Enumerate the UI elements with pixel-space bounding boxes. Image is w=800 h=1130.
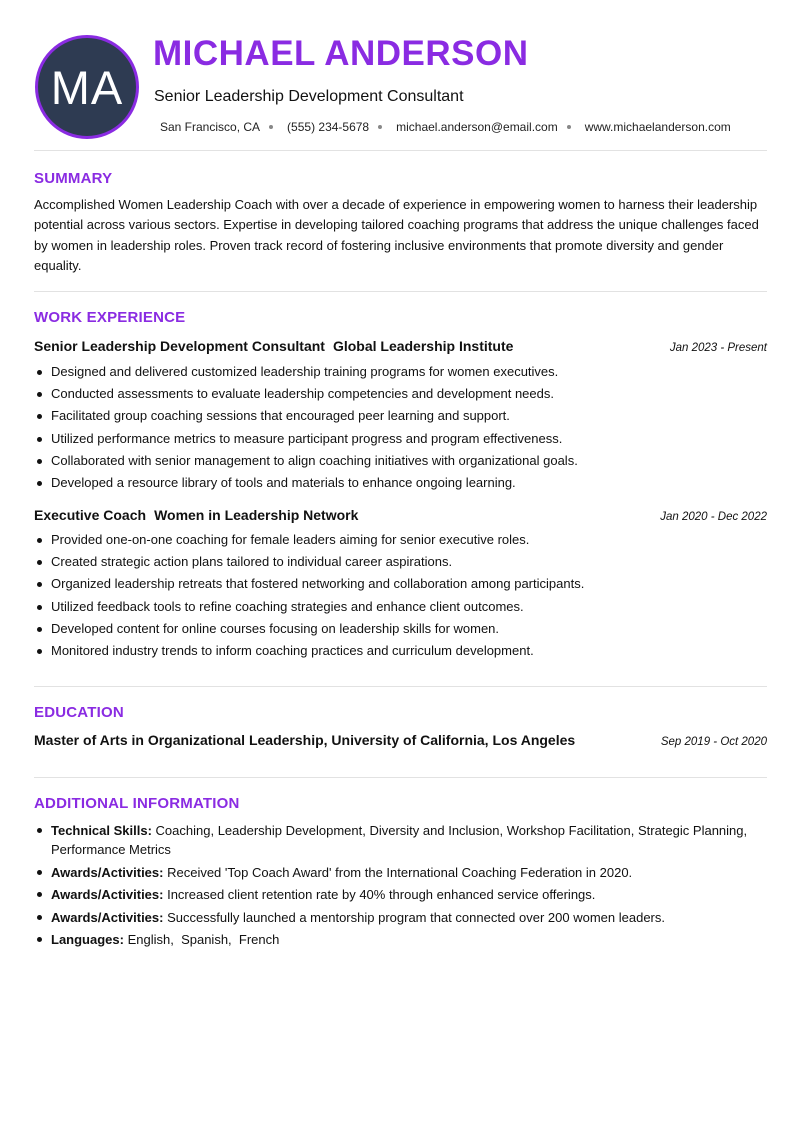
candidate-role: Senior Leadership Development Consultant [154,88,464,105]
candidate-name: MICHAEL ANDERSON [153,34,529,73]
list-item [34,863,767,882]
education-entry [34,732,767,748]
item-text: English, Spanish, French [127,932,280,947]
list-item: Facilitated group coaching sessions that encouraged peer learning and support. [34,405,767,427]
item-label: Awards/Activities: [51,887,164,902]
list-item: Provided one-on-one coaching for female leaders aiming for senior executive roles. [34,529,767,551]
list-item: Utilized feedback tools to refine coaching strategies and enhance client outcomes. [34,596,767,618]
list-item: Developed content for online courses focusing on leadership skills for women. [34,618,767,640]
list-item [34,821,767,859]
summary-text: Accomplished Women Leadership Coach with over a decade of experience in empowering women to harness their leadership potential across various sectors. Expertise in developing tailored coaching programs that address the unique challenges faced by women in leadership roles. Proven track record of fostering inclusive environments that promote diversity and gender equality. [34,197,759,273]
education-dates: Sep 2019 - Oct 2020 [660,736,767,748]
job-company: Global Leadership Institute [332,338,514,354]
education-degree: Master of Arts in Organizational Leadership, University of California, Los Angeles [34,732,576,748]
job-position: Executive Coach [34,507,147,523]
job-title [34,338,513,354]
contact-email[interactable]: michael.anderson@email.com [396,120,558,134]
contact-bar [160,120,731,134]
job-position: Senior Leadership Development Consultant [34,338,325,354]
job-dates: Jan 2020 - Dec 2022 [660,511,767,523]
list-item: Developed a resource library of tools and materials to enhance ongoing learning. [34,472,767,494]
job-header [34,507,767,523]
divider [34,291,767,292]
additional-list [34,821,767,953]
item-text: Increased client retention rate by 40% through enhanced service offerings. [167,887,596,902]
list-item: Designed and delivered customized leadership training programs for women executives. [34,361,767,383]
avatar-initials: MA [50,60,124,114]
job-dates: Jan 2023 - Present [669,342,767,354]
contact-phone: (555) 234-5678 [287,120,370,134]
list-item [34,908,767,927]
list-item: Monitored industry trends to inform coaching practices and curriculum development. [34,640,767,662]
divider [34,150,767,151]
item-text: Received 'Top Coach Award' from the International Coaching Federation in 2020. [167,864,633,880]
job-title [34,507,358,523]
list-item: Organized leadership retreats that fostered networking and collaboration among participants. [34,573,767,595]
education-heading: EDUCATION [34,704,124,721]
contact-location: San Francisco, CA [160,120,261,134]
job-bullets [34,361,767,494]
item-label: Languages: [51,932,124,947]
list-item [34,930,767,949]
job-header [34,338,767,354]
item-text: Successfully launched a mentorship program that connected over 200 women leaders. [167,909,665,925]
job-bullets [34,529,767,662]
separator-dot [269,125,273,129]
avatar [35,35,139,139]
list-item: Created strategic action plans tailored to individual career aspirations. [34,551,767,573]
list-item [34,885,767,904]
additional-heading: ADDITIONAL INFORMATION [34,795,240,812]
summary-heading: SUMMARY [34,170,113,187]
divider [34,777,767,778]
item-label: Awards/Activities: [51,864,164,880]
list-item: Collaborated with senior management to align coaching initiatives with organizational goals. [34,450,767,472]
contact-website[interactable]: www.michaelanderson.com [584,120,731,134]
item-label: Awards/Activities: [51,909,164,925]
separator-dot [378,125,382,129]
item-text: Coaching, Leadership Development, Diversity and Inclusion, Workshop Facilitation, Strategic Planning, Performance Metrics [51,823,748,857]
list-item: Utilized performance metrics to measure participant progress and program effectiveness. [34,428,767,450]
divider [34,686,767,687]
experience-heading: WORK EXPERIENCE [34,309,186,326]
separator-dot [567,125,571,129]
item-label: Technical Skills: [51,823,152,838]
job-company: Women in Leadership Network [154,507,359,523]
list-item: Conducted assessments to evaluate leadership competencies and development needs. [34,383,767,405]
